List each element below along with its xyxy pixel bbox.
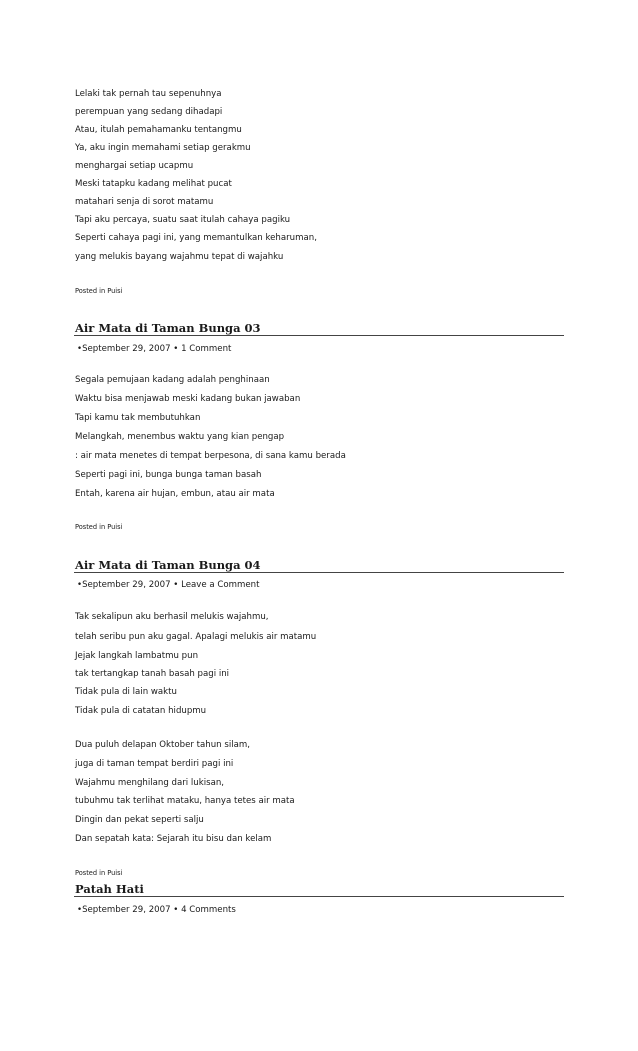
poem-line: tubuhmu tak terlihat mataku, hanya tetes air mata (75, 796, 295, 806)
poem-line: Meski tatapku kadang melihat pucat (75, 179, 232, 189)
title-divider (74, 572, 564, 573)
post-byline: •September 29, 2007 • 1 Comment (77, 344, 232, 354)
post-title[interactable]: Air Mata di Taman Bunga 03 (75, 321, 261, 335)
poem-line: Jejak langkah lambatmu pun (75, 651, 199, 661)
post-category: Posted in Puisi (75, 869, 123, 877)
poem-line: Tidak pula di catatan hidupmu (75, 706, 207, 716)
title-divider (74, 335, 564, 336)
poem-line: Tapi kamu tak membutuhkan (75, 413, 201, 423)
poem-line: Wajahmu menghilang dari lukisan, (75, 778, 225, 788)
poem-line: Dan sepatah kata: Sejarah itu bisu dan kelam (75, 834, 272, 844)
poem-line: Waktu bisa menjawab meski kadang bukan jawaban (75, 394, 301, 404)
poem-line: Atau, itulah pemahamanku tentangmu (75, 125, 242, 135)
poem-line: Tak sekalipun aku berhasil melukis wajahmu, (75, 612, 269, 622)
post-title[interactable]: Air Mata di Taman Bunga 04 (75, 558, 261, 572)
poem-line: Entah, karena air hujan, embun, atau air mata (75, 489, 275, 499)
poem-line: Ya, aku ingin memahami setiap gerakmu (75, 143, 251, 153)
post-category: Posted in Puisi (75, 523, 123, 531)
poem-line: tak tertangkap tanah basah pagi ini (75, 669, 230, 679)
post-byline: •September 29, 2007 • Leave a Comment (77, 580, 260, 590)
poem-line: juga di taman tempat berdiri pagi ini (75, 759, 234, 769)
poem-line: Segala pemujaan kadang adalah penghinaan (75, 375, 270, 385)
poem-line: matahari senja di sorot matamu (75, 197, 214, 207)
poem-line: Tapi aku percaya, suatu saat itulah cahaya pagiku (75, 215, 291, 225)
post-byline: •September 29, 2007 • 4 Comments (77, 905, 236, 915)
post-category: Posted in Puisi (75, 287, 123, 295)
poem-line: Seperti cahaya pagi ini, yang memantulkan keharuman, (75, 233, 317, 243)
poem-line: Seperti pagi ini, bunga bunga taman basah (75, 470, 262, 480)
poem-line: Tidak pula di lain waktu (75, 687, 177, 697)
poem-line: Dingin dan pekat seperti salju (75, 815, 204, 825)
poem-line: telah seribu pun aku gagal. Apalagi melukis air matamu (75, 632, 317, 642)
post-title[interactable]: Patah Hati (75, 882, 144, 896)
poem-line: Lelaki tak pernah tau sepenuhnya (75, 89, 222, 99)
poem-line: menghargai setiap ucapmu (75, 161, 194, 171)
poem-line: : air mata menetes di tempat berpesona, di sana kamu berada (75, 451, 346, 461)
poem-line: Melangkah, menembus waktu yang kian pengap (75, 432, 285, 442)
poem-line: Dua puluh delapan Oktober tahun silam, (75, 740, 250, 750)
poem-line: perempuan yang sedang dihadapi (75, 107, 223, 117)
poem-line: yang melukis bayang wajahmu tepat di wajahku (75, 252, 284, 262)
title-divider (74, 896, 564, 897)
